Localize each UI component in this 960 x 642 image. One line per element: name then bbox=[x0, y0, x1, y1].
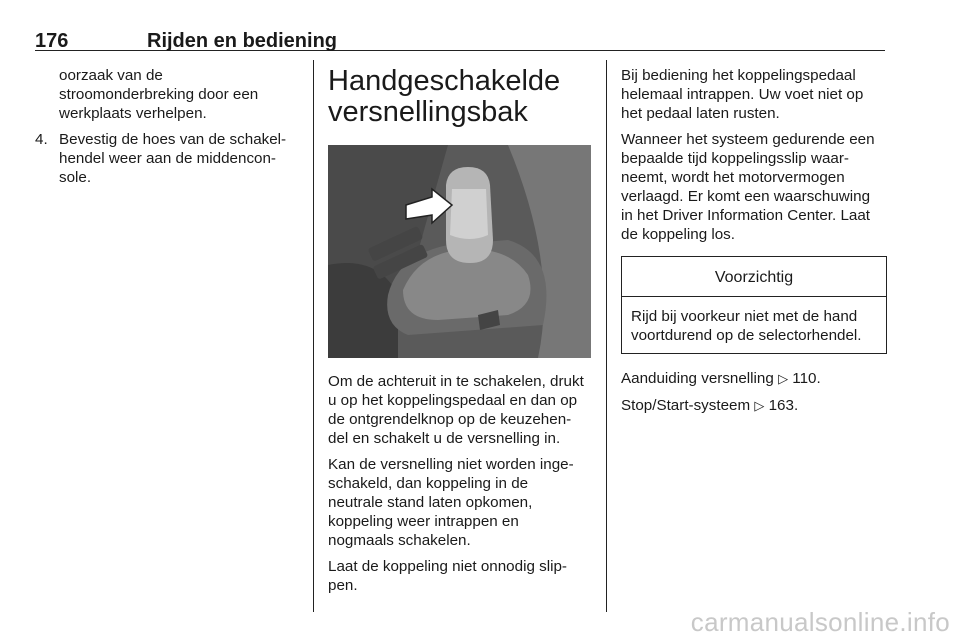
paragraph: oorzaak van de stroomonderbreking door een werkplaats verhelpen. bbox=[59, 67, 259, 122]
list-item bbox=[35, 130, 303, 187]
page-ref-arrow-icon: ▷ bbox=[754, 399, 765, 414]
paragraph: Kan de versnelling niet worden inge- schakeld, dan koppeling in de neutrale stand laten opkomen, koppeling weer intrappen en nogmaals schakelen. bbox=[328, 456, 574, 549]
watermark: carmanualsonline.info bbox=[690, 607, 950, 637]
paragraph: Laat de koppeling niet onnodig slip- pen. bbox=[328, 558, 567, 594]
caution-text: Rijd bij voorkeur niet met de hand voortdurend op de selectorhendel. bbox=[631, 308, 862, 344]
cross-reference[interactable]: Stop/Start-systeem ▷ 163. bbox=[621, 397, 799, 414]
section-title: Rijden en bediening bbox=[147, 30, 338, 52]
column-divider bbox=[606, 60, 607, 612]
list-number: 4. bbox=[35, 131, 48, 148]
page-ref-arrow-icon: ▷ bbox=[778, 372, 789, 387]
middle-column bbox=[328, 66, 593, 602]
page-header bbox=[35, 28, 885, 51]
caution-box bbox=[621, 256, 887, 354]
section-heading: Handgeschakelde versnellingsbak bbox=[328, 65, 561, 128]
gear-shift-lever-photo bbox=[328, 145, 591, 358]
column-divider bbox=[313, 60, 314, 612]
right-column bbox=[621, 66, 887, 423]
caution-title: Voorzichtig bbox=[622, 257, 886, 297]
cross-reference[interactable]: Aanduiding versnelling ▷ 110. bbox=[621, 370, 821, 387]
left-column bbox=[35, 66, 303, 187]
page-number: 176 bbox=[35, 30, 69, 52]
paragraph: Om de achteruit in te schakelen, drukt u op het koppelingspedaal en dan op de ontgrendelknop op de keuzehen- del en schakelt u de versnelling in. bbox=[328, 373, 584, 447]
paragraph: Wanneer het systeem gedurende een bepaalde tijd koppelingsslip waar- neemt, wordt het motorvermogen verlaagd. Er komt een waarschuwing in het Driver Information Center. Laat de koppeling los. bbox=[621, 131, 875, 243]
paragraph: Bij bediening het koppelingspedaal helemaal intrappen. Uw voet niet op het pedaal laten rusten. bbox=[621, 67, 864, 122]
list-item-text: Bevestig de hoes van de schakel- hendel weer aan de middencon- sole. bbox=[59, 131, 287, 186]
gear-shift-illustration bbox=[328, 145, 591, 358]
